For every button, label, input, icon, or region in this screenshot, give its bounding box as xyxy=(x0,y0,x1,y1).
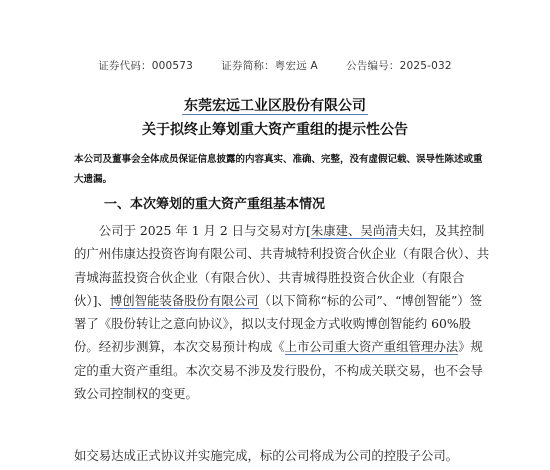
highlighted-counterparty: 朱康建、吴尚清 xyxy=(310,223,398,238)
board-guarantee-notice: 本公司及董事会全体成员保证信息披露的内容真实、准确、完整，没有虚假记载、误导性陈述或重大遗漏。 xyxy=(74,154,483,185)
security-code-line: 证券代码：000573 证券简称：粤宏远 A 公告编号：2025-032 xyxy=(98,60,452,72)
highlighted-regulation: 上市公司重大资产重组管理办法 xyxy=(284,339,459,355)
paragraph-text: 公司于 2025 年 1 月 2 日与交易对方[ xyxy=(98,223,311,238)
company-title xyxy=(0,95,550,115)
section-heading: 一、本次筹划的重大资产重组基本情况 xyxy=(104,197,326,212)
paragraph-text: 》规定的重大资产重组。本次交易不涉及发行股份，不构成关联交易，也不会导致公司控制权的变更。 xyxy=(74,339,483,402)
body-paragraph-continued: 如交易达成正式协议并实施完成，标的公司将成为公司的控股子公司。 xyxy=(74,448,459,463)
highlighted-target-company: 博创智能装备股份有限公司 xyxy=(109,292,259,308)
company-name: 东莞宏远工业区股份有限公司 xyxy=(184,98,366,114)
announcement-title: 关于拟终止筹划重大资产重组的提示性公告 xyxy=(142,122,408,138)
paragraph-text: 夫妇，及其控制的广州伟康达投资咨询有限公司、共青城特利投资合伙企业（有限合伙）、共青城海蓝投资合伙企业（有限合伙）、共青城得胜投资合伙企业（有限合伙）]、 xyxy=(74,223,490,308)
body-paragraph xyxy=(74,219,494,405)
paragraph-text: （以下简称“标的公司”、“博创智能”）签署了《股份转让之意向协议》，拟以支付现金方式收购博创智能约 60%股份。经初步测算，本次交易预计构成《 xyxy=(74,292,483,355)
